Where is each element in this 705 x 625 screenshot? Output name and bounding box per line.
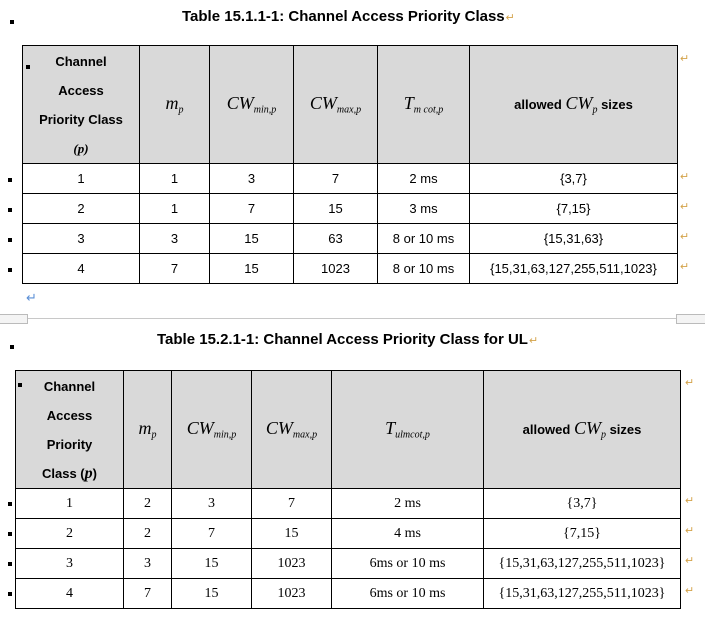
cell-tulmcot: 6ms or 10 ms bbox=[332, 549, 484, 579]
cell-sizes: {15,31,63,127,255,511,1023} bbox=[484, 579, 681, 609]
cell-cwmax: 15 bbox=[252, 519, 332, 549]
cell-tulmcot: 2 ms bbox=[332, 489, 484, 519]
cell-sizes: {3,7} bbox=[484, 489, 681, 519]
end-of-row-mark: ↵ bbox=[680, 53, 690, 65]
end-of-row-mark: ↵ bbox=[685, 377, 695, 389]
end-of-row-mark: ↵ bbox=[685, 555, 695, 567]
table1-header-mp: $m_p$ bbox=[140, 46, 210, 164]
table-row bbox=[23, 194, 678, 224]
cell-mp: 3 bbox=[124, 549, 172, 579]
table1-header-cwmax: $CW_{max,p}$ bbox=[294, 46, 378, 164]
cell-tulmcot: 6ms or 10 ms bbox=[332, 579, 484, 609]
cell-sizes: {15,31,63} bbox=[470, 224, 678, 254]
table2 bbox=[15, 370, 681, 609]
cell-class: 1 bbox=[23, 164, 140, 194]
cell-cwmax: 1023 bbox=[252, 579, 332, 609]
page-break-left bbox=[0, 314, 28, 324]
table1-header-tmcot: $T_{m cot,p}$ bbox=[378, 46, 470, 164]
row-mark bbox=[8, 238, 12, 242]
row-mark bbox=[8, 592, 12, 596]
end-of-row-mark: ↵ bbox=[685, 495, 695, 507]
table2-header-mp: $m_p$ bbox=[124, 371, 172, 489]
cell-class: 3 bbox=[16, 549, 124, 579]
cell-mp: 2 bbox=[124, 519, 172, 549]
end-of-row-mark: ↵ bbox=[680, 201, 690, 213]
cell-sizes: {7,15} bbox=[484, 519, 681, 549]
row-mark bbox=[8, 208, 12, 212]
table2-header-class: Channel Access Priority Class (p) bbox=[16, 371, 124, 489]
cell-cwmax: 63 bbox=[294, 224, 378, 254]
cell-cwmin: 3 bbox=[172, 489, 252, 519]
table-row bbox=[16, 549, 681, 579]
table-row bbox=[16, 519, 681, 549]
cell-sizes: {15,31,63,127,255,511,1023} bbox=[484, 549, 681, 579]
cell-mp: 7 bbox=[140, 254, 210, 284]
cell-cwmax: 1023 bbox=[252, 549, 332, 579]
table-row bbox=[16, 579, 681, 609]
table1-title: Table 15.1.1-1: Channel Access Priority Class↵ bbox=[182, 8, 515, 25]
paragraph-mark bbox=[10, 345, 14, 349]
cell-mp: 2 bbox=[124, 489, 172, 519]
end-of-row-mark: ↵ bbox=[685, 525, 695, 537]
end-of-row-mark: ↵ bbox=[685, 585, 695, 597]
cell-mp: 1 bbox=[140, 164, 210, 194]
cell-cwmin: 15 bbox=[210, 224, 294, 254]
table-row bbox=[16, 489, 681, 519]
cell-cwmin: 15 bbox=[172, 579, 252, 609]
cell-cwmax: 1023 bbox=[294, 254, 378, 284]
row-mark bbox=[8, 178, 12, 182]
table1 bbox=[22, 45, 678, 284]
cell-sizes: {3,7} bbox=[470, 164, 678, 194]
cell-tmcot: 8 or 10 ms bbox=[378, 224, 470, 254]
table2-header-allowed: allowed $CW_p$ sizes bbox=[484, 371, 681, 489]
cell-class: 4 bbox=[16, 579, 124, 609]
row-mark bbox=[8, 532, 12, 536]
cell-cwmax: 7 bbox=[294, 164, 378, 194]
cell-class: 2 bbox=[23, 194, 140, 224]
cell-cwmax: 7 bbox=[252, 489, 332, 519]
cell-cwmin: 15 bbox=[172, 549, 252, 579]
cell-cwmax: 15 bbox=[294, 194, 378, 224]
cell-sizes: {15,31,63,127,255,511,1023} bbox=[470, 254, 678, 284]
table1-header-allowed: allowed $CW_p$ sizes bbox=[470, 46, 678, 164]
cell-class: 2 bbox=[16, 519, 124, 549]
cell-mp: 7 bbox=[124, 579, 172, 609]
table2-header-cwmax: $CW_{max,p}$ bbox=[252, 371, 332, 489]
paragraph-mark bbox=[10, 20, 14, 24]
page-break-right bbox=[676, 314, 705, 324]
end-of-row-mark: ↵ bbox=[680, 231, 690, 243]
table2-header-cwmin: $CW_{min,p}$ bbox=[172, 371, 252, 489]
cell-mp: 1 bbox=[140, 194, 210, 224]
cell-class: 3 bbox=[23, 224, 140, 254]
table1-header-cwmin: $CW_{min,p}$ bbox=[210, 46, 294, 164]
table1-header-class: Channel Access Priority Class (p) bbox=[23, 46, 140, 164]
table2-title: Table 15.2.1-1: Channel Access Priority Class for UL↵ bbox=[157, 331, 539, 348]
cell-cwmin: 3 bbox=[210, 164, 294, 194]
row-mark bbox=[26, 65, 30, 69]
row-mark bbox=[8, 562, 12, 566]
end-of-row-mark: ↵ bbox=[680, 261, 690, 273]
page-separator bbox=[0, 318, 705, 319]
end-of-row-mark: ↵ bbox=[680, 171, 690, 183]
cell-cwmin: 15 bbox=[210, 254, 294, 284]
cell-mp: 3 bbox=[140, 224, 210, 254]
row-mark bbox=[18, 383, 22, 387]
cell-cwmin: 7 bbox=[172, 519, 252, 549]
row-mark bbox=[8, 502, 12, 506]
cell-tmcot: 3 ms bbox=[378, 194, 470, 224]
cell-tmcot: 8 or 10 ms bbox=[378, 254, 470, 284]
row-mark bbox=[8, 268, 12, 272]
cell-class: 4 bbox=[23, 254, 140, 284]
cell-sizes: {7,15} bbox=[470, 194, 678, 224]
table-row bbox=[23, 254, 678, 284]
return-mark: ↵ bbox=[26, 290, 37, 305]
cell-cwmin: 7 bbox=[210, 194, 294, 224]
table-row bbox=[23, 224, 678, 254]
cell-tulmcot: 4 ms bbox=[332, 519, 484, 549]
cell-class: 1 bbox=[16, 489, 124, 519]
cell-tmcot: 2 ms bbox=[378, 164, 470, 194]
table2-header-tulmcot: $T_{ulmcot,p}$ bbox=[332, 371, 484, 489]
table-row bbox=[23, 164, 678, 194]
